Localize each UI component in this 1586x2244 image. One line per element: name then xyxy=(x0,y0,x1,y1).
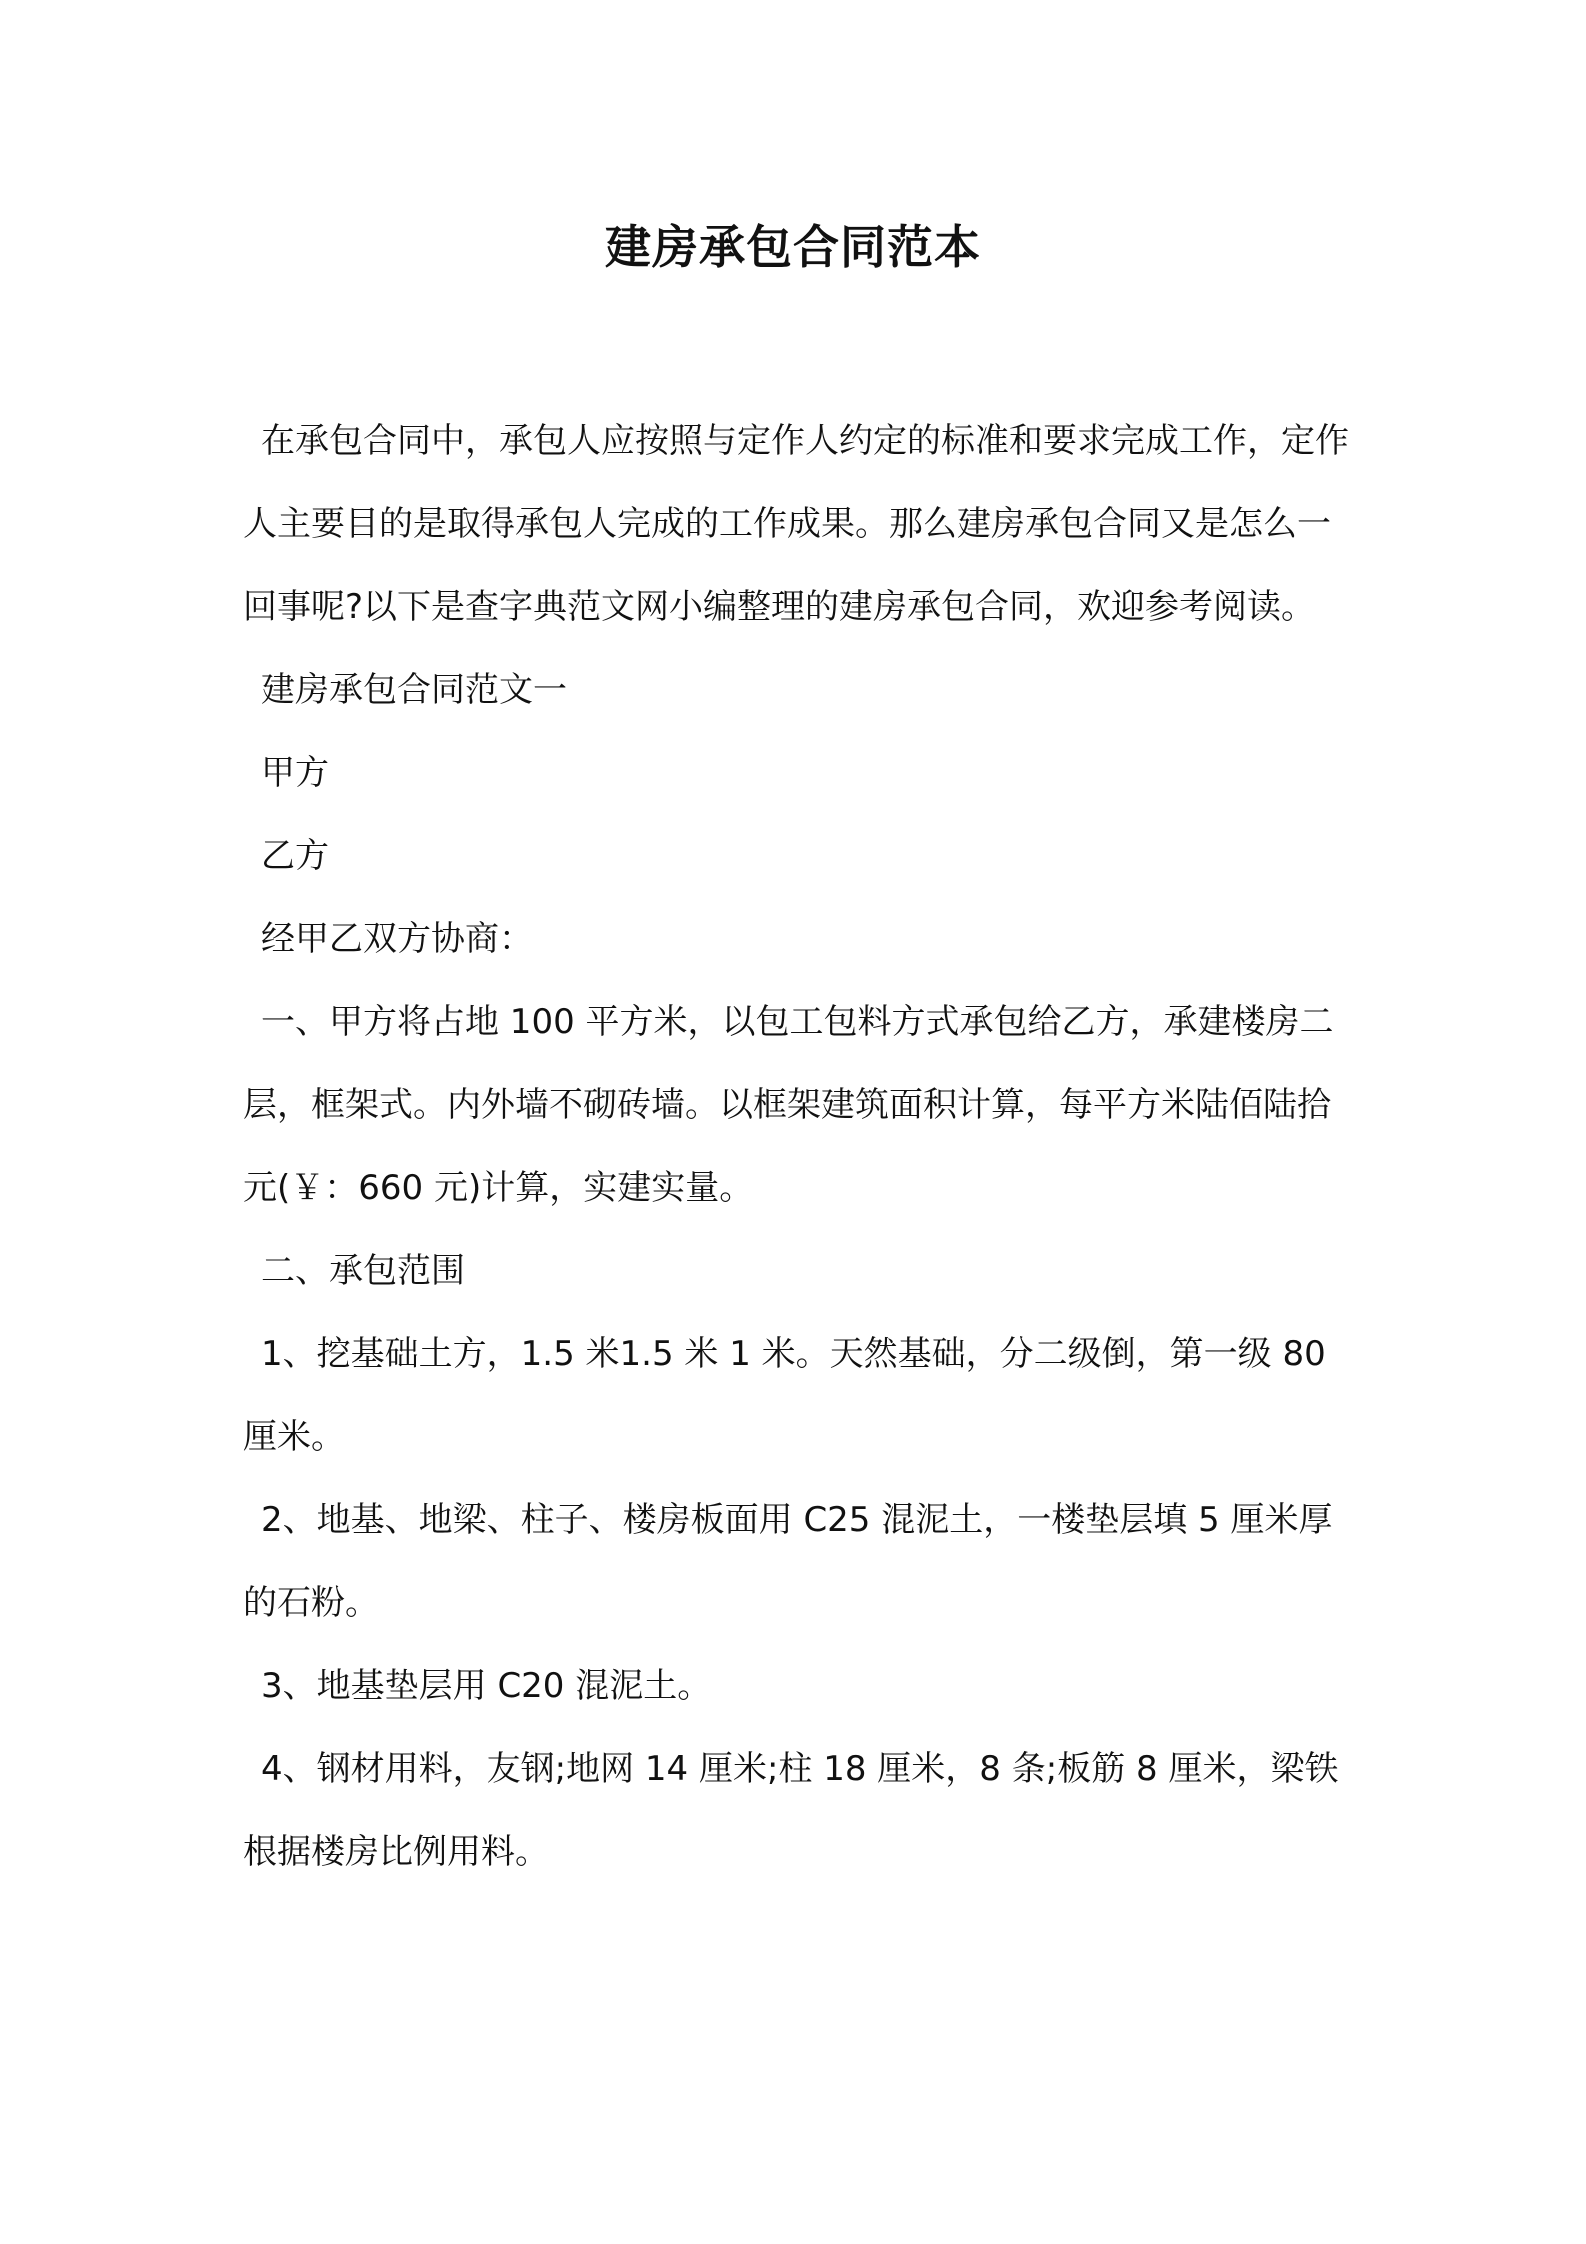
clause-one: 一、甲方将占地 100 平方米，以包工包料方式承包给乙方，承建楼房二层，框架式。内外墙不砌砖墙。以框架建筑面积计算，每平方米陆佰陆拾元(￥：660 元)计算，实建实量。 xyxy=(243,1002,1334,1208)
negotiation-line: 经甲乙双方协商： xyxy=(261,919,533,959)
intro-paragraph: 在承包合同中，承包人应按照与定作人约定的标准和要求完成工作，定作人主要目的是取得承包人完成的工作成果。那么建房承包合同又是怎么一回事呢?以下是查字典范文网小编整理的建房承包合同，欢迎参考阅读。 xyxy=(243,421,1349,627)
item-four: 4、钢材用料，友钢;地网 14 厘米;柱 18 厘米，8 条;板筋 8 厘米，梁铁根据楼房比例用料。 xyxy=(243,1749,1339,1872)
item-one: 1、挖基础土方，1.5 米1.5 米 1 米。天然基础，分二级倒，第一级 80 厘米。 xyxy=(243,1334,1326,1457)
item-two: 2、地基、地梁、柱子、楼房板面用 C25 混泥土，一楼垫层填 5 厘米厚的石粉。 xyxy=(243,1500,1333,1623)
clause-two-heading: 二、承包范围 xyxy=(261,1251,465,1291)
item-three: 3、地基垫层用 C20 混泥土。 xyxy=(261,1666,712,1706)
document-title: 建房承包合同范本 xyxy=(605,220,981,274)
party-b-line: 乙方 xyxy=(261,836,329,876)
document-body xyxy=(243,400,1358,1894)
section-heading: 建房承包合同范文一 xyxy=(261,670,567,710)
party-a-line: 甲方 xyxy=(261,753,329,793)
